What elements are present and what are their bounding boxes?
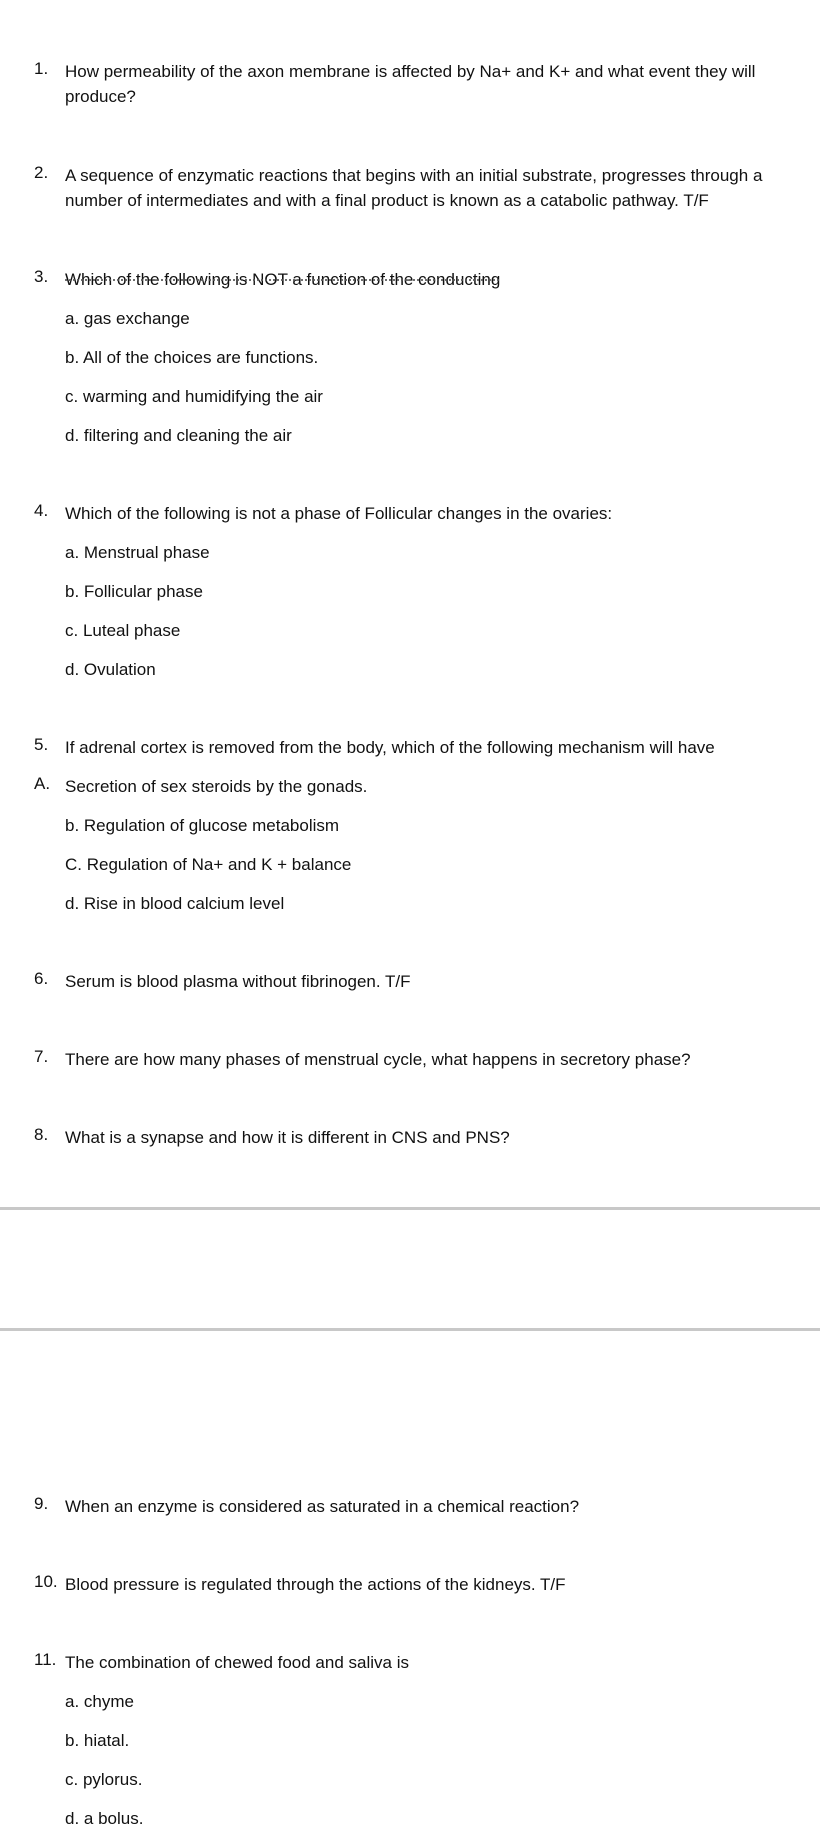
question-number: 9. (34, 1494, 49, 1513)
option-a: a. chyme (65, 1692, 134, 1711)
option-d: d. a bolus. (65, 1809, 144, 1828)
question-number: 10. (34, 1572, 58, 1591)
question-number: 5. (34, 735, 49, 754)
option-c: c. pylorus. (65, 1770, 143, 1789)
question-number: 8. (34, 1125, 49, 1144)
page-divider (0, 1207, 820, 1210)
question-number: 2. (34, 163, 49, 182)
option-b: b. Regulation of glucose metabolism (65, 816, 340, 835)
question-number: 1. (34, 59, 49, 78)
question-number: 7. (34, 1047, 49, 1066)
option-c: c. Luteal phase (65, 621, 181, 640)
question-number: 4. (34, 501, 49, 520)
question-text: How permeability of the axon membrane is affected by Na+ and K+ and what event they will produce? (65, 62, 756, 106)
option-a: a. gas exchange (65, 309, 190, 328)
question-text: Blood pressure is regulated through the actions of the kidneys. T/F (65, 1575, 566, 1594)
question-text: Which of the following is NOT a function of the conducting (65, 270, 501, 289)
option-letter: A. (34, 774, 51, 793)
option-c: C. Regulation of Na+ and K + balance (65, 855, 352, 874)
question-number: 6. (34, 969, 49, 988)
question-text: There are how many phases of menstrual cycle, what happens in secretory phase? (65, 1050, 691, 1069)
question-text: Which of the following is not a phase of Follicular changes in the ovaries: (65, 504, 613, 523)
option-d: d. Ovulation (65, 660, 156, 679)
option-d: d. filtering and cleaning the air (65, 426, 292, 445)
option-b: b. hiatal. (65, 1731, 130, 1750)
question-text: What is a synapse and how it is different in CNS and PNS? (65, 1128, 510, 1147)
option-b: b. All of the choices are functions. (65, 348, 319, 367)
option-text: Secretion of sex steroids by the gonads. (65, 777, 368, 796)
question-number: 3. (34, 267, 49, 286)
question-text: The combination of chewed food and saliva is (65, 1653, 409, 1672)
question-text: When an enzyme is considered as saturated in a chemical reaction? (65, 1497, 580, 1516)
option-d: d. Rise in blood calcium level (65, 894, 285, 913)
option-c: c. warming and humidifying the air (65, 387, 323, 406)
option-b: b. Follicular phase (65, 582, 203, 601)
question-text: Serum is blood plasma without fibrinogen. T/F (65, 972, 411, 991)
question-number: 11. (34, 1650, 57, 1669)
question-text: If adrenal cortex is removed from the body, which of the following mechanism will have (65, 738, 715, 757)
question-text: A sequence of enzymatic reactions that begins with an initial substrate, progresses through a number of intermediates and with a final product is known as a catabolic pathway. T/F (65, 166, 763, 210)
option-a: a. Menstrual phase (65, 543, 210, 562)
